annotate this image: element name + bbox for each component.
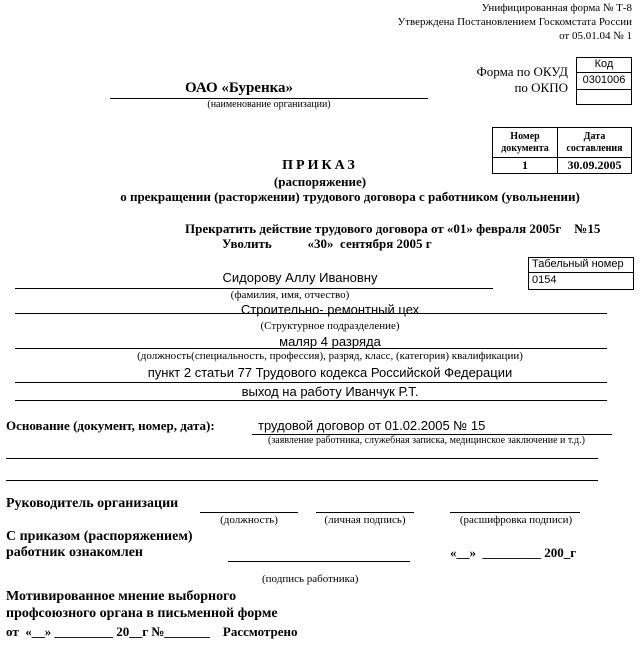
doc-date-header: Дата составления	[558, 128, 632, 158]
okpo-label: по ОКПО	[514, 80, 568, 95]
organization-caption: (наименование организации)	[207, 99, 331, 110]
head-decode-line	[450, 512, 580, 513]
acknowledgment-date: «__» _________ 200_г	[450, 545, 577, 560]
codes-box-divider-2	[576, 89, 632, 90]
form-header-line2: Утверждена Постановлением Госкомстата России	[397, 16, 632, 28]
employee-name-caption: (фамилия, имя, отчество)	[230, 289, 350, 301]
basis-blank-line-1	[6, 458, 598, 459]
tabel-number-value: 0154	[532, 274, 557, 286]
worker-signature-line	[228, 561, 410, 562]
order-title: ПРИКАЗ	[282, 158, 358, 173]
head-decode-caption: (расшифровка подписи)	[459, 514, 573, 526]
union-opinion-line1: Мотивированное мнение выборного	[6, 589, 237, 604]
head-position-caption: (должность)	[220, 514, 278, 526]
reason-article-underline	[15, 382, 607, 383]
terminate-contract-line: Прекратить действие трудового договора от «01» февраля 2005г №15	[185, 221, 601, 236]
doc-date-value: 30.09.2005	[558, 158, 632, 174]
dismiss-date-line: Уволить «30» сентября 2005 г	[222, 236, 432, 251]
basis-label: Основание (документ, номер, дата):	[6, 418, 215, 433]
basis-blank-line-2	[6, 480, 598, 481]
codes-box-divider-1	[576, 72, 632, 73]
tabel-number-label: Табельный номер	[532, 258, 624, 270]
union-opinion-line3: от «__» _________ 20__г №_______ Рассмотрено	[6, 624, 298, 639]
employee-name: Сидорову Аллу Ивановну	[222, 270, 378, 285]
form-header-line1: Унифицированная форма № Т-8	[481, 2, 632, 14]
department-name: Строительно- ремонтный цех	[240, 302, 420, 317]
form-header-line3: от 05.01.04 № 1	[559, 30, 632, 42]
code-header: Код	[594, 58, 614, 70]
department-caption: (Структурное подразделение)	[260, 320, 400, 332]
basis-caption: (заявление работника, служебная записка, медицинское заключение и т.д.)	[268, 435, 585, 446]
union-opinion-line2: профсоюзного органа в письменной форме	[6, 606, 278, 621]
department-underline	[15, 313, 607, 314]
position-underline	[15, 348, 607, 349]
order-subtitle: (распоряжение)	[273, 174, 367, 189]
acknowledgment-line2: работник ознакомлен	[6, 545, 143, 560]
organization-name: ОАО «Буренка»	[185, 80, 294, 96]
basis-value: трудовой договор от 01.02.2005 № 15	[258, 418, 486, 433]
doc-number-value: 1	[493, 158, 558, 174]
head-of-organization-label: Руководитель организации	[6, 496, 179, 511]
reason-detail-underline	[15, 400, 607, 401]
tabel-box-divider	[528, 272, 634, 273]
reason-detail: выход на работу Иванчук Р.Т.	[241, 384, 419, 399]
head-signature-caption: (личная подпись)	[324, 514, 406, 526]
reason-article: пункт 2 статьи 77 Трудового кодекса Российской Федерации	[147, 365, 513, 380]
head-signature-line	[316, 512, 414, 513]
position-caption: (должность(специальность, профессия), разряд, класс, (категория) квалификации)	[137, 350, 523, 362]
doc-number-header: Номер документа	[493, 128, 558, 158]
worker-signature-caption: (подпись работника)	[262, 573, 359, 585]
okud-code: 0301006	[582, 74, 626, 86]
acknowledgment-line1: С приказом (распоряжением)	[6, 529, 193, 544]
okud-label: Форма по ОКУД	[476, 64, 568, 79]
head-position-line	[200, 512, 298, 513]
position-value: маляр 4 разряда	[279, 334, 381, 349]
order-description: о прекращении (расторжении) трудового договора с работником (увольнении)	[120, 189, 580, 204]
